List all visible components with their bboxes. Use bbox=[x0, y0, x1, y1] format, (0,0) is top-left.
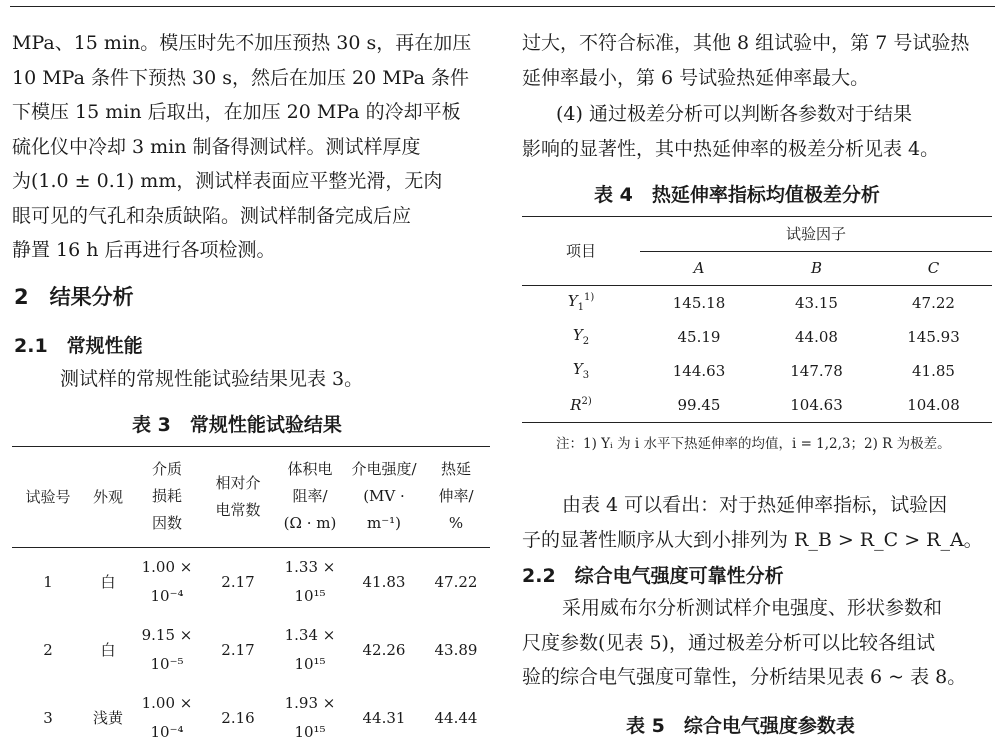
header-text: % bbox=[448, 514, 464, 533]
table-cell: 47.22 bbox=[912, 293, 955, 312]
table-cell: 1 bbox=[43, 572, 53, 591]
table3-header-row bbox=[12, 447, 490, 547]
table-cell bbox=[274, 616, 346, 684]
table-cell: 浅黄 bbox=[92, 709, 123, 727]
table3 bbox=[12, 446, 490, 752]
table-cell bbox=[132, 684, 202, 752]
row-label-sub: 2 bbox=[582, 336, 590, 347]
row-label-var: Y bbox=[567, 292, 578, 310]
table-cell: 44.31 bbox=[362, 708, 406, 727]
table-cell: 145.18 bbox=[672, 293, 726, 312]
left-paragraph-1 bbox=[12, 26, 490, 268]
row-label-sub: 3 bbox=[582, 370, 590, 381]
cell-line: 9.15 × bbox=[141, 625, 193, 644]
table-row bbox=[522, 286, 992, 320]
row-label-sup: 2) bbox=[581, 395, 592, 407]
text-line: 影响的显著性，其中热延伸率的极差分析见表 4。 bbox=[522, 137, 940, 160]
right-paragraph-1 bbox=[522, 26, 992, 95]
cell-line: 10⁻⁴ bbox=[150, 586, 184, 605]
table3-grid bbox=[12, 447, 490, 752]
row-label-sub: 1 bbox=[577, 302, 584, 313]
cell-line: 10¹⁵ bbox=[294, 586, 326, 605]
cell-line: 10¹⁵ bbox=[294, 722, 326, 741]
header-text: 因数 bbox=[151, 514, 182, 533]
table-cell: 3 bbox=[43, 708, 53, 727]
text-line: 由表 4 可以看出：对于热延伸率指标，试验因 bbox=[562, 494, 948, 516]
table-row bbox=[12, 548, 490, 616]
header-text: 介质 bbox=[151, 460, 182, 479]
table-row bbox=[12, 616, 490, 684]
text-line: 子的显著性顺序从大到小排列为 R_B > R_C > R_A。 bbox=[522, 528, 983, 551]
table-row bbox=[522, 388, 992, 422]
text-line: 硫化仪中冷却 3 min 制备得测试样。测试样厚度 bbox=[12, 135, 421, 158]
table-cell: 47.22 bbox=[434, 572, 478, 591]
row-label bbox=[522, 354, 640, 388]
table-cell: 白 bbox=[100, 641, 116, 659]
table-cell: 144.63 bbox=[672, 361, 726, 380]
right-paragraph-3 bbox=[522, 488, 992, 557]
row-label bbox=[522, 286, 640, 320]
table-cell: 99.45 bbox=[677, 395, 721, 414]
section-heading-2: 2 结果分析 bbox=[14, 285, 134, 309]
section-heading-2-1: 2.1 常规性能 bbox=[14, 335, 143, 357]
table-cell: 44.08 bbox=[795, 327, 838, 346]
right-paragraph-4 bbox=[522, 591, 992, 695]
cell-line: 1.00 × bbox=[141, 557, 193, 576]
factor-cell: A bbox=[693, 259, 705, 277]
table-row bbox=[12, 684, 490, 752]
table-cell: 2.17 bbox=[221, 640, 255, 659]
header-cell bbox=[202, 447, 274, 547]
header-cell bbox=[274, 447, 346, 547]
header-text: 体积电 bbox=[287, 460, 333, 479]
text-line: 静置 16 h 后再进行各项检测。 bbox=[12, 239, 276, 261]
header-cell: 项目 bbox=[565, 242, 596, 261]
row-label-var: R bbox=[570, 395, 582, 414]
text-line: MPa、15 min。模压时先不加压预热 30 s，再在加压 bbox=[12, 32, 472, 54]
cell-line: 1.93 × bbox=[284, 693, 336, 712]
row-label bbox=[522, 388, 640, 422]
text-line: 验的综合电气强度可靠性，分析结果见表 6 ~ 表 8。 bbox=[522, 666, 967, 688]
table-cell: 147.78 bbox=[790, 361, 843, 380]
table-cell: 104.08 bbox=[907, 395, 960, 414]
row-label bbox=[522, 320, 640, 354]
text-line: 10 MPa 条件下预热 30 s，然后在加压 20 MPa 条件 bbox=[12, 66, 469, 89]
text-line: 尺度参数(见表 5)，通过极差分析可以比较各组试 bbox=[522, 631, 935, 654]
table-cell bbox=[132, 616, 202, 684]
cell-line: 10⁻⁵ bbox=[150, 654, 184, 673]
factor-cell: C bbox=[927, 259, 940, 277]
header-cell bbox=[132, 447, 202, 547]
table4-caption: 表 4 热延伸率指标均值极差分析 bbox=[594, 184, 880, 206]
header-text: 电常数 bbox=[215, 500, 261, 519]
table-cell: 145.93 bbox=[907, 327, 960, 346]
header-cell bbox=[346, 447, 422, 547]
cell-line: 10¹⁵ bbox=[294, 654, 326, 673]
text-line: (4) 通过极差分析可以判断各参数对于结果 bbox=[556, 103, 912, 125]
header-text: 热延 bbox=[440, 460, 471, 479]
table-cell: 2 bbox=[43, 640, 53, 659]
table-cell: 42.26 bbox=[362, 640, 406, 659]
cell-line: 1.33 × bbox=[284, 557, 336, 576]
table-cell: 44.44 bbox=[434, 708, 478, 727]
table-cell: 43.15 bbox=[795, 293, 838, 312]
table4-note: 注：1) Yᵢ 为 i 水平下热延伸率的均值，i = 1,2,3；2) R 为极差。 bbox=[556, 436, 951, 452]
cell-line: 10⁻⁴ bbox=[150, 722, 184, 741]
table4 bbox=[522, 216, 992, 423]
table4-grid bbox=[522, 217, 992, 422]
table3-caption: 表 3 常规性能试验结果 bbox=[132, 414, 342, 436]
text-line: 过大，不符合标准，其他 8 组试验中，第 7 号试验热 bbox=[522, 32, 970, 54]
table-cell: 104.63 bbox=[790, 395, 843, 414]
table-cell bbox=[274, 684, 346, 752]
table-cell: 2.16 bbox=[221, 708, 255, 727]
row-label-sup: 1) bbox=[584, 292, 595, 303]
factor-cell: B bbox=[810, 259, 823, 277]
table4-header-row bbox=[522, 217, 992, 251]
header-text: (MV · bbox=[363, 487, 405, 506]
table-cell bbox=[274, 548, 346, 616]
table-cell: 43.89 bbox=[434, 640, 478, 659]
table5-caption: 表 5 综合电气强度参数表 bbox=[626, 715, 855, 737]
header-cell bbox=[422, 447, 490, 547]
header-text: m⁻¹) bbox=[366, 514, 401, 533]
text-line: 下模压 15 min 后取出，在加压 20 MPa 的冷却平板 bbox=[12, 101, 461, 123]
table-cell: 白 bbox=[100, 573, 116, 591]
section-heading-2-2: 2.2 综合电气强度可靠性分析 bbox=[522, 565, 784, 587]
text-line: 眼可见的气孔和杂质缺陷。测试样制备完成后应 bbox=[12, 204, 412, 227]
header-cell: 试验因子 bbox=[640, 217, 992, 251]
left-paragraph-2: 测试样的常规性能试验结果见表 3。 bbox=[60, 368, 364, 390]
header-text: 伸率/ bbox=[438, 487, 474, 506]
table-cell: 2.17 bbox=[221, 572, 255, 591]
table-cell: 45.19 bbox=[677, 327, 721, 346]
header-text: 介电强度/ bbox=[351, 460, 417, 479]
table-cell: 41.85 bbox=[912, 361, 955, 380]
header-text: 损耗 bbox=[151, 487, 182, 506]
table-row bbox=[522, 320, 992, 354]
cell-line: 1.00 × bbox=[141, 693, 193, 712]
table-cell: 41.83 bbox=[362, 572, 406, 591]
header-text: 阻率/ bbox=[292, 487, 328, 506]
text-line: 为(1.0 ± 0.1) mm，测试样表面应平整光滑，无肉 bbox=[12, 170, 443, 192]
header-cell bbox=[84, 447, 132, 547]
table-cell bbox=[132, 548, 202, 616]
right-paragraph-2 bbox=[522, 97, 992, 166]
header-cell bbox=[12, 447, 84, 547]
header-text: 试验号 bbox=[25, 488, 71, 507]
cell-line: 1.34 × bbox=[284, 625, 336, 644]
row-label-var: Y bbox=[572, 326, 583, 344]
header-text: (Ω · m) bbox=[283, 514, 337, 533]
table-row bbox=[522, 354, 992, 388]
row-label-var: Y bbox=[572, 360, 583, 378]
top-rule bbox=[10, 6, 995, 7]
text-line: 采用威布尔分析测试样介电强度、形状参数和 bbox=[562, 597, 943, 619]
text-line: 延伸率最小，第 6 号试验热延伸率最大。 bbox=[522, 66, 870, 89]
header-text: 外观 bbox=[92, 488, 123, 507]
header-text: 相对介 bbox=[215, 473, 261, 492]
